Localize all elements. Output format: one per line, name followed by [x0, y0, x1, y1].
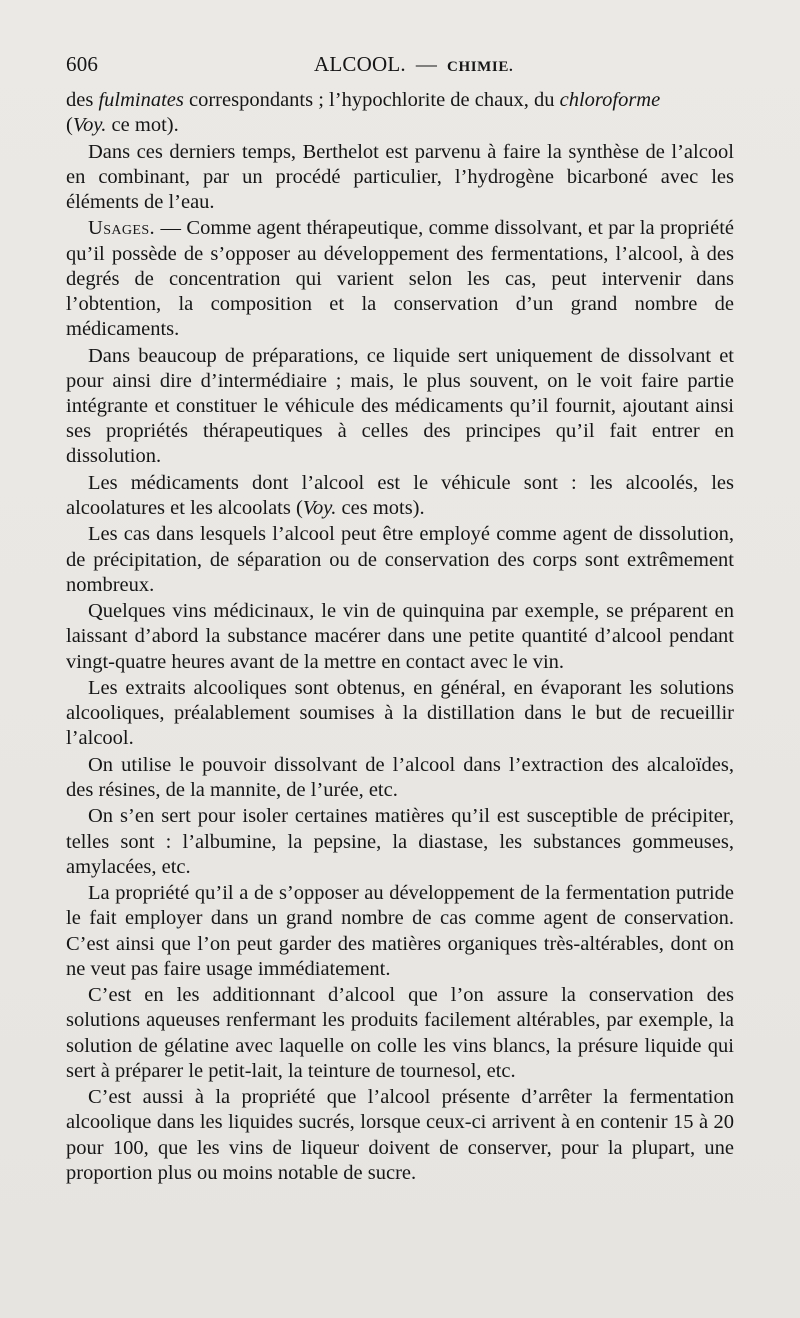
running-title-main: ALCOOL. — [314, 52, 406, 76]
paragraph-usages — [66, 216, 734, 342]
emphasis-term: fulminates — [98, 89, 184, 111]
emphasis-term: chloroforme — [559, 89, 661, 111]
paragraph-text: ce mot). — [106, 114, 179, 137]
paragraph-continued — [66, 88, 734, 138]
paragraph: Les extraits alcooliques sont obtenus, en général, en évaporant les solutions alcooliques, préalablement soumises à la distillation dans le but de recueillir l’alcool. — [66, 676, 734, 750]
page-number: 606 — [66, 52, 99, 76]
running-title-subtitle: CHIMIE. — [447, 59, 514, 75]
emphasis-term: Voy. — [72, 114, 107, 137]
paragraph: C’est en les additionnant d’alcool que l’on assure la conservation des solutions aqueuses renfermant les produits facilement altérables, par exemple, la solution de gélatine avec laquelle on colle les vins blancs, la présure liquide qui sert à préparer le petit-lait, la teinture de tournesol, etc. — [66, 984, 734, 1082]
paragraph-text: ces mots). — [336, 497, 425, 519]
paragraph-text: — Comme agent thérapeutique, comme dissolvant, et par la propriété qu’il possède de s’opposer au développement des fermentations, l’alcool, à des degrés de concentration qui varient selon les cas, peut intervenir dans l’obtention, la composition et la conservation d’un grand nombre de médicaments. — [66, 217, 734, 341]
paragraph-text: ( — [66, 114, 73, 137]
body-text — [66, 88, 734, 1187]
paragraph-text: des — [66, 89, 99, 111]
paragraph-text: Les médicaments dont l’alcool est le véhicule sont : les alcoolés, les alcoolatures et les alcoolats ( — [66, 471, 734, 519]
paragraph: Quelques vins médicinaux, le vin de quinquina par exemple, se préparent en laissant d’abord la substance macérer dans une petite quantité d’alcool pendant vingt-quatre heures avant de la mettre en contact avec le vin. — [66, 600, 734, 673]
paragraph: C’est aussi à la propriété que l’alcool présente d’arrêter la fermentation alcoolique dans les liquides sucrés, lorsque ceux-ci arrivent à en contenir 15 à 20 pour 100, que les vins de liqueur doivent de conserver, pour la plupart, une proportion plus ou moins notable de sucre. — [66, 1086, 734, 1184]
paragraph: Dans beaucoup de préparations, ce liquide sert uniquement de dissolvant et pour ainsi dire d’intermédiaire ; mais, le plus souvent, on le voit faire partie intégrante et constituer le véhicule des médicaments qu’il fournit, ajoutant ainsi ses propriétés thérapeutiques à celles des principes qu’il fait entrer en dissolution. — [66, 344, 734, 468]
paragraph: La propriété qu’il a de s’opposer au développement de la fermentation putride le fait employer dans un grand nombre de cas comme agent de conservation. C’est ainsi que l’on peut garder des matières organiques très-altérables, dont on ne veut pas faire usage immédiatement. — [66, 882, 734, 980]
running-header — [66, 52, 728, 78]
paragraph: Dans ces derniers temps, Berthelot est parvenu à faire la synthèse de l’alcool en combinant, par un procédé particulier, l’hydrogène bicarboné avec les éléments de l’eau. — [66, 140, 734, 213]
paragraph: On utilise le pouvoir dissolvant de l’alcool dans l’extraction des alcaloïdes, des résines, de la mannite, de l’urée, etc. — [66, 753, 734, 801]
paragraph-text: correspondants ; l’hypochlorite de chaux, du — [183, 89, 560, 111]
running-title-separator: — — [415, 52, 438, 76]
paragraph: Les cas dans lesquels l’alcool peut être employé comme agent de dissolution, de précipitation, de séparation ou de conservation des corps sont extrêmement nombreux. — [66, 523, 734, 596]
emphasis-term: Voy. — [302, 497, 337, 519]
running-title — [314, 52, 513, 77]
section-heading: Usages. — [88, 217, 156, 240]
paragraph — [66, 471, 734, 521]
paragraph: On s’en sert pour isoler certaines matières qu’il est susceptible de précipiter, telles sont : l’albumine, la pepsine, la diastase, les substances gommeuses, amylacées, etc. — [66, 805, 734, 878]
